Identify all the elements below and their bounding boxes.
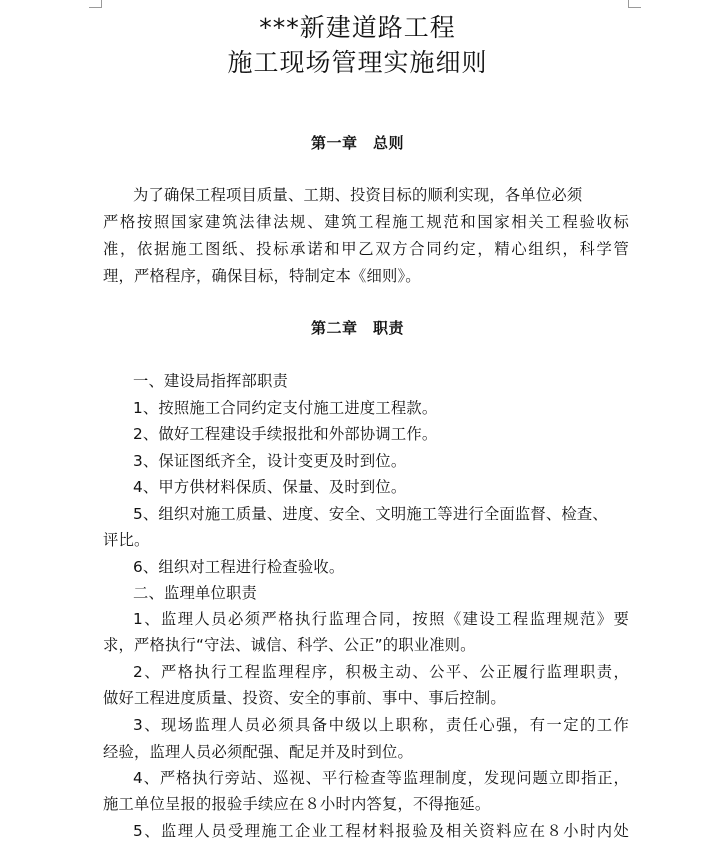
chapter-2-line: 经验，监理人员必须配强、配足并及时到位。 [103, 743, 413, 761]
crop-mark-top-right [628, 0, 641, 8]
chapter-1-line: 理，严格程序，确保目标，特制定本《细则》。 [103, 267, 421, 285]
chapter-2-line: 2、做好工程建设手续报批和外部协调工作。 [133, 425, 438, 443]
chapter-1-heading: 第一章 总则 [310, 134, 404, 152]
chapter-2-line: 3、保证图纸齐全，设计变更及时到位。 [133, 452, 407, 470]
document-title-line-1: ***新建道路工程 [259, 13, 456, 42]
chapter-2-line: 6、组织对工程进行检查验收。 [133, 558, 345, 576]
chapter-2-line: 5、监理人员受理施工企业工程材料报验及相关资料应在８小时内处 [133, 822, 629, 840]
chapter-2-line: 一、建设局指挥部职责 [133, 372, 288, 390]
document-title-line-2: 施工现场管理实施细则 [227, 48, 488, 77]
chapter-2-line: 二、监理单位职责 [133, 584, 257, 602]
chapter-2-heading: 第二章 职责 [310, 319, 404, 337]
chapter-2-line: 1、监理人员必须严格执行监理合同，按照《建设工程监理规范》要 [133, 610, 629, 628]
chapter-1-line: 准，依据施工图纸、投标承诺和甲乙双方合同约定，精心组织，科学管 [103, 240, 629, 258]
chapter-1-line: 严格按照国家建筑法律法规、建筑工程施工规范和国家相关工程验收标 [103, 213, 629, 231]
chapter-2-line: 3、现场监理人员必须具备中级以上职称，责任心强，有一定的工作 [133, 716, 629, 734]
chapter-2-line: 2、严格执行工程监理程序，积极主动、公平、公正履行监理职责， [133, 663, 629, 681]
chapter-2-line: 4、严格执行旁站、巡视、平行检查等监理制度，发现问题立即指正， [133, 769, 629, 787]
chapter-2-line: 5、组织对施工质量、进度、安全、文明施工等进行全面监督、检查、 [133, 505, 608, 523]
chapter-2-line: 做好工程进度质量、投资、安全的事前、事中、事后控制。 [103, 689, 506, 707]
chapter-2-line: 4、甲方供材料保质、保量、及时到位。 [133, 478, 407, 496]
chapter-2-line: 求，严格执行“守法、诚信、科学、公正”的职业准则。 [103, 636, 476, 654]
chapter-1-line: 为了确保工程项目质量、工期、投资目标的顺利实现，各单位必须 [133, 186, 583, 204]
crop-mark-top-left [89, 0, 102, 8]
chapter-2-line: 1、按照施工合同约定支付施工进度工程款。 [133, 399, 438, 417]
chapter-2-line: 评比。 [103, 531, 150, 549]
chapter-2-line: 施工单位呈报的报验手续应在８小时内答复，不得拖延。 [103, 795, 491, 813]
